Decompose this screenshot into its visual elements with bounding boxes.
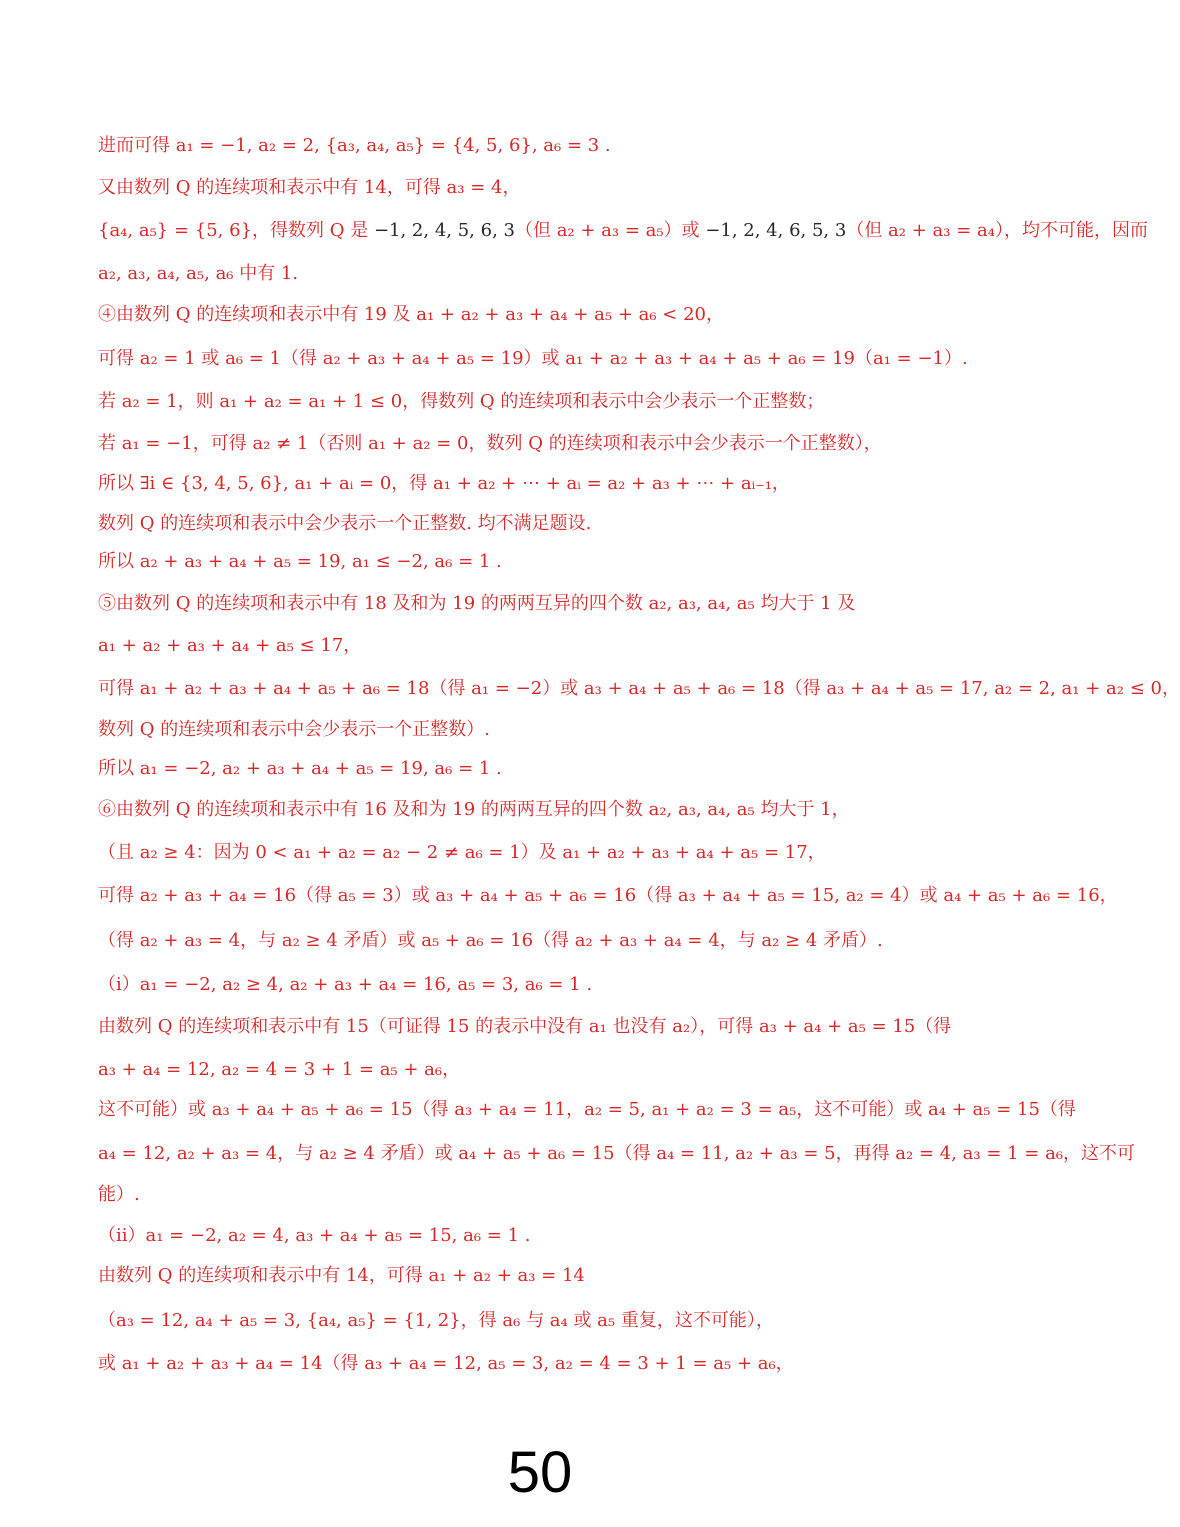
text-segment: 由数列 Q 的连续项和表示中有 14，可得 a₁ + a₂ + a₃ = 14 <box>98 1265 585 1286</box>
text-line <box>98 886 1118 906</box>
text-segment: −1, 2, 4, 5, 6, 3 <box>373 220 515 241</box>
text-line <box>98 514 591 534</box>
text-line <box>98 679 1180 699</box>
text-segment: ⑤由数列 Q 的连续项和表示中有 18 及和为 19 的两两互异的四个数 a₂, a₃, a₄, a₅ 均大于 1 及 <box>98 593 856 614</box>
text-segment: （且 a₂ ≥ 4：因为 0 < a₁ + a₂ = a₂ − 2 ≠ a₆ = 1）及 a₁ + a₂ + a₃ + a₄ + a₅ = 17， <box>98 842 826 863</box>
text-segment: 这不可能）或 a₃ + a₄ + a₅ + a₆ = 15（得 a₃ + a₄ = 11，a₂ = 5, a₁ + a₂ = 3 = a₅，这不可能）或 a₄ + a₅ = 15（得 <box>98 1099 1076 1120</box>
text-segment: （但 a₂ + a₃ = a₄），均不可能，因而 <box>846 220 1148 241</box>
text-segment: a₃ + a₄ = 12, a₂ = 4 = 3 + 1 = a₅ + a₆， <box>98 1059 461 1080</box>
text-segment: 若 a₂ = 1，则 a₁ + a₂ = a₁ + 1 ≤ 0，得数列 Q 的连续项和表示中会少表示一个正整数； <box>98 391 825 412</box>
text-segment: 又由数列 Q 的连续项和表示中有 14，可得 a₃ = 4， <box>98 177 521 198</box>
text-segment: （但 a₂ + a₃ = a₅）或 <box>514 220 706 241</box>
text-segment: （ii）a₁ = −2, a₂ = 4, a₃ + a₄ + a₅ = 15, a₆ = 1 . <box>98 1225 531 1246</box>
text-segment: 能）. <box>98 1184 140 1205</box>
text-segment: 若 a₁ = −1，可得 a₂ ≠ 1（否则 a₁ + a₂ = 0，数列 Q 的连续项和表示中会少表示一个正整数）， <box>98 433 882 454</box>
text-segment: （a₃ = 12, a₄ + a₅ = 3, {a₄, a₅} = {1, 2}，得 a₆ 与 a₄ 或 a₅ 重复，这不可能）， <box>98 1310 774 1331</box>
text-line <box>98 1354 794 1374</box>
text-line <box>98 720 490 740</box>
text-line <box>98 178 520 198</box>
text-line <box>98 636 361 656</box>
text-line <box>98 594 855 614</box>
text-segment: （得 a₂ + a₃ = 4，与 a₂ ≥ 4 矛盾）或 a₅ + a₆ = 16（得 a₂ + a₃ + a₄ = 4，与 a₂ ≥ 4 矛盾）. <box>98 930 883 951</box>
text-segment: （i）a₁ = −2, a₂ ≥ 4, a₂ + a₃ + a₄ = 16, a₅ = 3, a₆ = 1 . <box>98 974 593 995</box>
text-segment: 数列 Q 的连续项和表示中会少表示一个正整数. 均不满足题设. <box>98 513 592 534</box>
text-line <box>98 552 502 572</box>
text-line <box>98 221 1148 241</box>
text-segment: 所以 ∃i ∈ {3, 4, 5, 6}, a₁ + aᵢ = 0，得 a₁ + a₂ + ⋯ + aᵢ = a₂ + a₃ + ⋯ + aᵢ₋₁， <box>98 473 790 494</box>
text-line <box>98 975 592 995</box>
text-line <box>98 1185 140 1205</box>
text-segment: 进而可得 a₁ = −1, a₂ = 2, {a₃, a₄, a₅} = {4, 5, 6}, a₆ = 3 . <box>98 135 611 156</box>
text-line <box>98 1100 1076 1120</box>
text-segment: 或 a₁ + a₂ + a₃ + a₄ = 14（得 a₃ + a₄ = 12, a₅ = 3, a₂ = 4 = 3 + 1 = a₅ + a₆， <box>98 1353 794 1374</box>
text-segment: 可得 a₂ = 1 或 a₆ = 1（得 a₂ + a₃ + a₄ + a₅ = 19）或 a₁ + a₂ + a₃ + a₄ + a₅ + a₆ = 19（a₁ = −1）. <box>98 348 968 369</box>
text-line <box>98 1060 460 1080</box>
text-segment: 所以 a₁ = −2, a₂ + a₃ + a₄ + a₅ = 19, a₆ = 1 . <box>98 758 502 779</box>
text-segment: {a₄, a₅} = {5, 6}，得数列 Q 是 <box>98 220 374 241</box>
text-line <box>98 1226 530 1246</box>
text-line <box>98 1017 951 1037</box>
text-line <box>98 843 826 863</box>
text-segment: a₄ = 12, a₂ + a₃ = 4，与 a₂ ≥ 4 矛盾）或 a₄ + a₅ + a₆ = 15（得 a₄ = 11, a₂ + a₃ = 5，再得 a₂ = 4, a₃ = 1 = a₆，这不可 <box>98 1143 1136 1164</box>
text-segment: 由数列 Q 的连续项和表示中有 15（可证得 15 的表示中没有 a₁ 也没有 a₂），可得 a₃ + a₄ + a₅ = 15（得 <box>98 1016 952 1037</box>
text-line <box>98 759 502 779</box>
text-line <box>98 931 883 951</box>
text-segment: −1, 2, 4, 6, 5, 3 <box>705 220 847 241</box>
text-segment: 可得 a₁ + a₂ + a₃ + a₄ + a₅ + a₆ = 18（得 a₁ = −2）或 a₃ + a₄ + a₅ + a₆ = 18（得 a₃ + a₄ + a₅ = 17, a₂ = 2, a₁ + a₂ ≤ 0， <box>98 678 1180 699</box>
text-segment: a₂, a₃, a₄, a₅, a₆ 中有 1. <box>98 263 299 284</box>
text-segment: 数列 Q 的连续项和表示中会少表示一个正整数）. <box>98 719 490 740</box>
text-line <box>98 474 790 494</box>
text-line <box>98 305 724 325</box>
text-line <box>98 434 882 454</box>
text-line <box>98 392 824 412</box>
text-line <box>98 1266 585 1286</box>
text-line <box>98 1311 774 1331</box>
text-line <box>98 136 611 156</box>
page-number: 50 <box>507 1440 573 1505</box>
text-segment: ⑥由数列 Q 的连续项和表示中有 16 及和为 19 的两两互异的四个数 a₂, a₃, a₄, a₅ 均大于 1， <box>98 799 850 820</box>
text-segment: a₁ + a₂ + a₃ + a₄ + a₅ ≤ 17， <box>98 635 362 656</box>
text-segment: 可得 a₂ + a₃ + a₄ = 16（得 a₅ = 3）或 a₃ + a₄ + a₅ + a₆ = 16（得 a₃ + a₄ + a₅ = 15, a₂ = 4）或 a₄ + a₅ + a₆ = 16， <box>98 885 1118 906</box>
text-segment: 所以 a₂ + a₃ + a₄ + a₅ = 19, a₁ ≤ −2, a₆ = 1 . <box>98 551 502 572</box>
text-line <box>98 349 968 369</box>
text-line <box>98 1144 1135 1164</box>
text-line <box>98 264 298 284</box>
text-line <box>98 800 850 820</box>
text-segment: ④由数列 Q 的连续项和表示中有 19 及 a₁ + a₂ + a₃ + a₄ + a₅ + a₆ < 20， <box>98 304 725 325</box>
